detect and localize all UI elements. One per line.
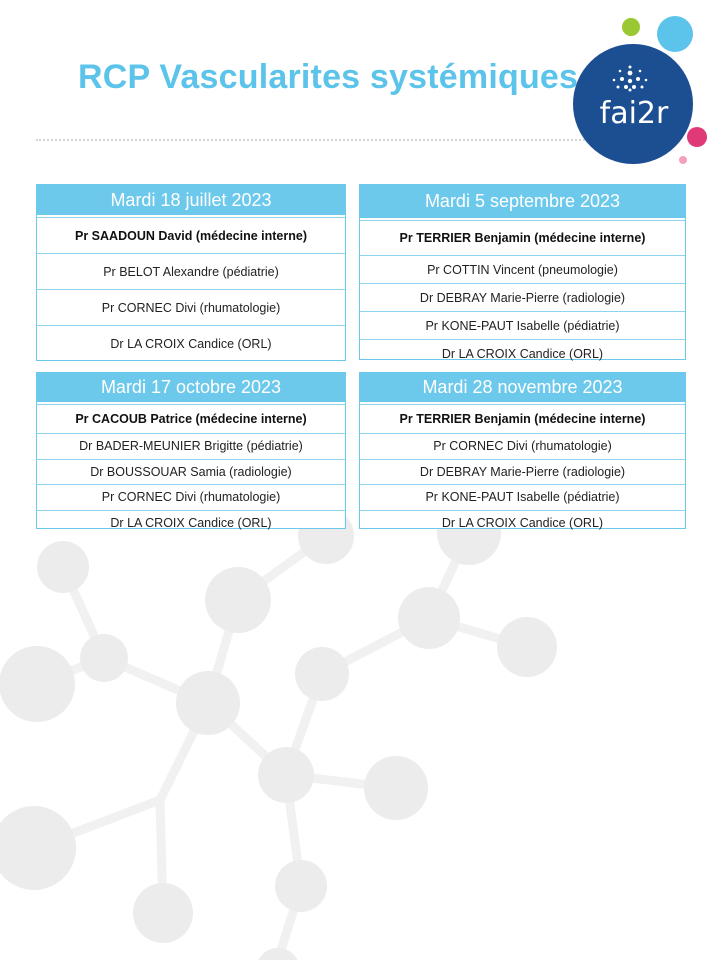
fai2r-logo — [560, 10, 720, 170]
session-member: Dr LA CROIX Candice (ORL) — [37, 510, 345, 536]
page-title: RCP Vascularites systémiques — [78, 58, 579, 96]
session-member: Pr CORNEC Divi (rhumatologie) — [37, 484, 345, 510]
session-member: Pr KONE-PAUT Isabelle (pédiatrie) — [360, 484, 685, 510]
session-member: Pr COTTIN Vincent (pneumologie) — [360, 255, 685, 283]
session-member: Pr CORNEC Divi (rhumatologie) — [360, 433, 685, 459]
logo-text: fai2r — [599, 96, 669, 131]
session-member: Dr LA CROIX Candice (ORL) — [360, 510, 685, 536]
session-member: Dr DEBRAY Marie-Pierre (radiologie) — [360, 459, 685, 485]
session-lead: Pr CACOUB Patrice (médecine interne) — [37, 404, 345, 433]
session-date: Mardi 5 septembre 2023 — [360, 185, 685, 220]
session-date: Mardi 18 juillet 2023 — [37, 185, 345, 217]
session-member: Pr BELOT Alexandre (pédiatrie) — [37, 253, 345, 289]
session-member: Dr BADER-MEUNIER Brigitte (pédiatrie) — [37, 433, 345, 459]
session-table-july — [36, 184, 346, 361]
session-member: Dr DEBRAY Marie-Pierre (radiologie) — [360, 283, 685, 311]
session-member: Pr KONE-PAUT Isabelle (pédiatrie) — [360, 311, 685, 339]
session-member: Dr LA CROIX Candice (ORL) — [37, 325, 345, 361]
session-lead: Pr TERRIER Benjamin (médecine interne) — [360, 220, 685, 255]
session-table-november — [359, 372, 686, 529]
session-date: Mardi 17 octobre 2023 — [37, 373, 345, 404]
session-lead: Pr SAADOUN David (médecine interne) — [37, 217, 345, 253]
session-date: Mardi 28 novembre 2023 — [360, 373, 685, 404]
session-member: Dr LA CROIX Candice (ORL) — [360, 339, 685, 367]
session-table-october — [36, 372, 346, 529]
session-lead: Pr TERRIER Benjamin (médecine interne) — [360, 404, 685, 433]
session-member: Dr BOUSSOUAR Samia (radiologie) — [37, 459, 345, 485]
session-table-september — [359, 184, 686, 360]
session-member: Pr CORNEC Divi (rhumatologie) — [37, 289, 345, 325]
dotted-divider — [36, 139, 596, 141]
